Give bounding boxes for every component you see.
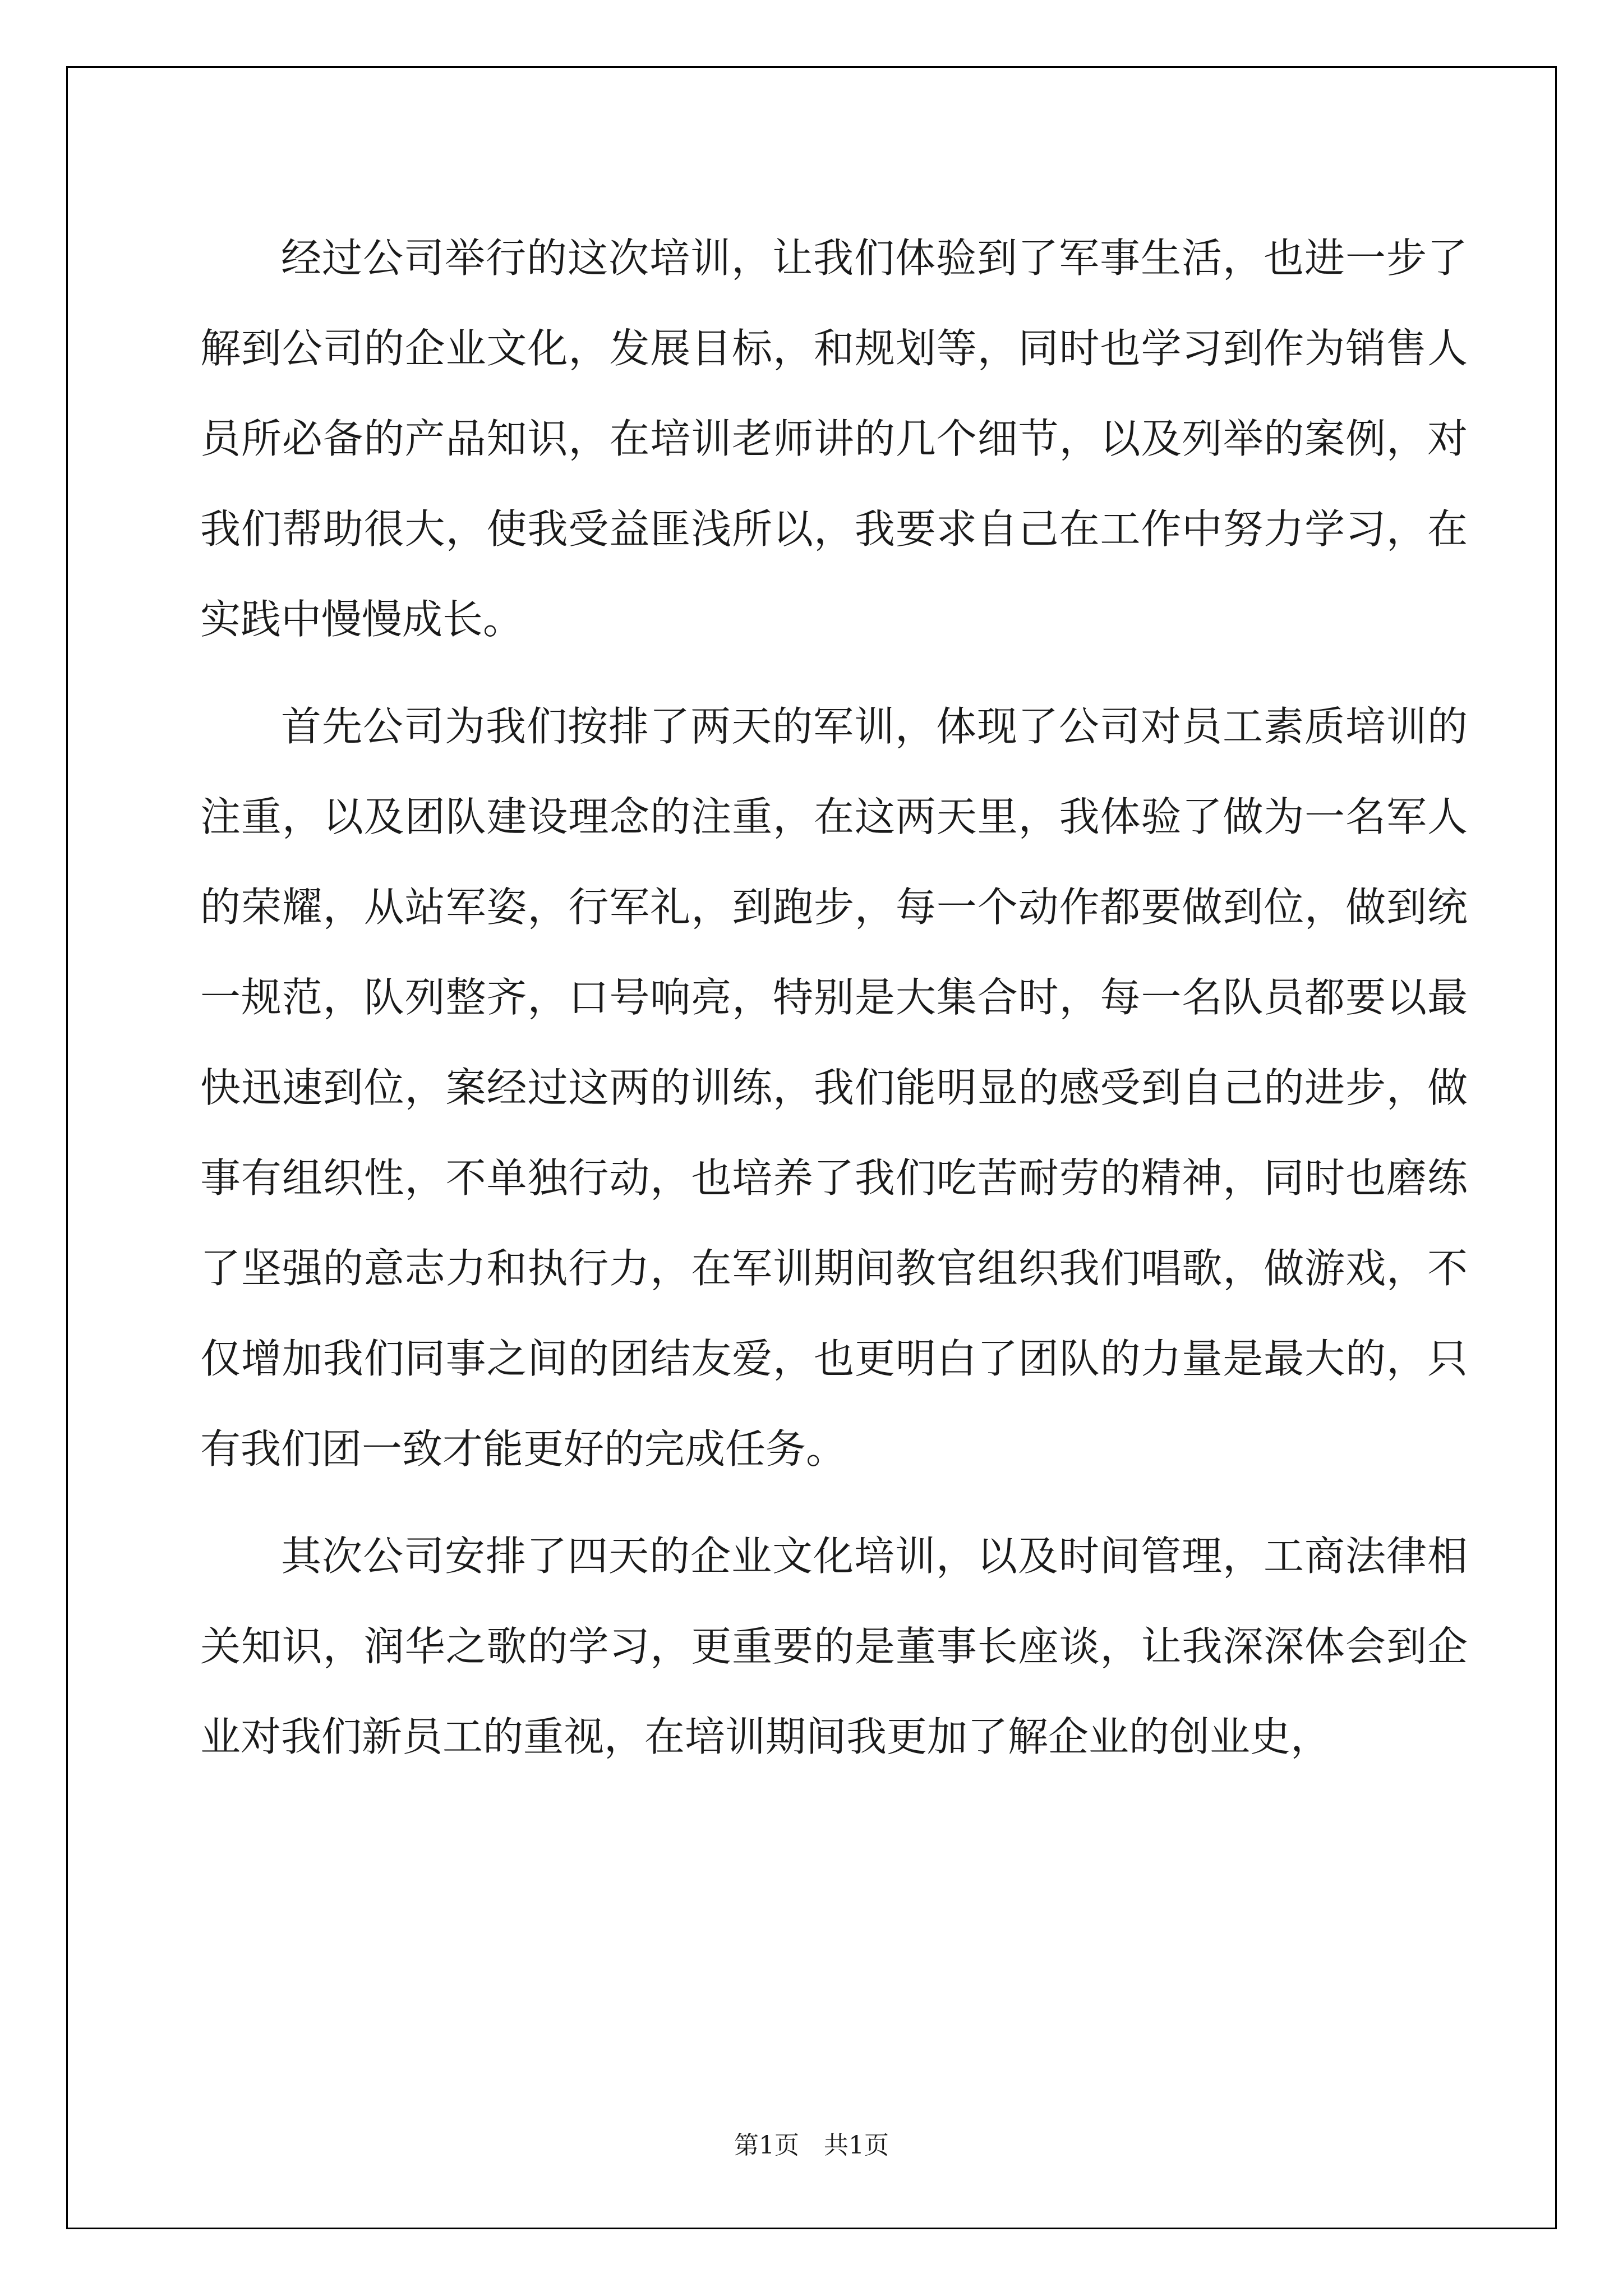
document-body — [200, 213, 1468, 1799]
page-footer: 第1页 共1页 — [734, 2131, 889, 2160]
paragraph-1: 经过公司举行的这次培训，让我们体验到了军事生活，也进一步了解到公司的企业文化，发展目标，和规划等，同时也学习到作为销售人员所必备的产品知识，在培训老师讲的几个细节，以及列举的案例，对我们帮助很大，使我受益匪浅所以，我要求自己在工作中努力学习，在实践中慢慢成长。 — [200, 234, 1468, 643]
paragraph-2: 首先公司为我们按排了两天的军训，体现了公司对员工素质培训的注重，以及团队建设理念的注重，在这两天里，我体验了做为一名军人的荣耀，从站军姿，行军礼，到跑步，每一个动作都要做到位，做到统一规范，队列整齐，口号响亮，特别是大集合时，每一名队员都要以最快迅速到位，案经过这两的训练，我们能明显的感受到自己的进步，做事有组织性，不单独行动，也培养了我们吃苦耐劳的精神，同时也磨练了坚强的意志力和执行力，在军训期间教官组织我们唱歌，做游戏，不仅增加我们同事之间的团结友爱，也更明白了团队的力量是最大的，只有我们团一致才能更好的完成任务。 — [200, 703, 1468, 1473]
paragraph-3: 其次公司安排了四天的企业文化培训，以及时间管理，工商法律相关知识，润华之歌的学习，更重要的是董事长座谈，让我深深体会到企业对我们新员工的重视，在培训期间我更加了解企业的创业史， — [200, 1533, 1468, 1760]
